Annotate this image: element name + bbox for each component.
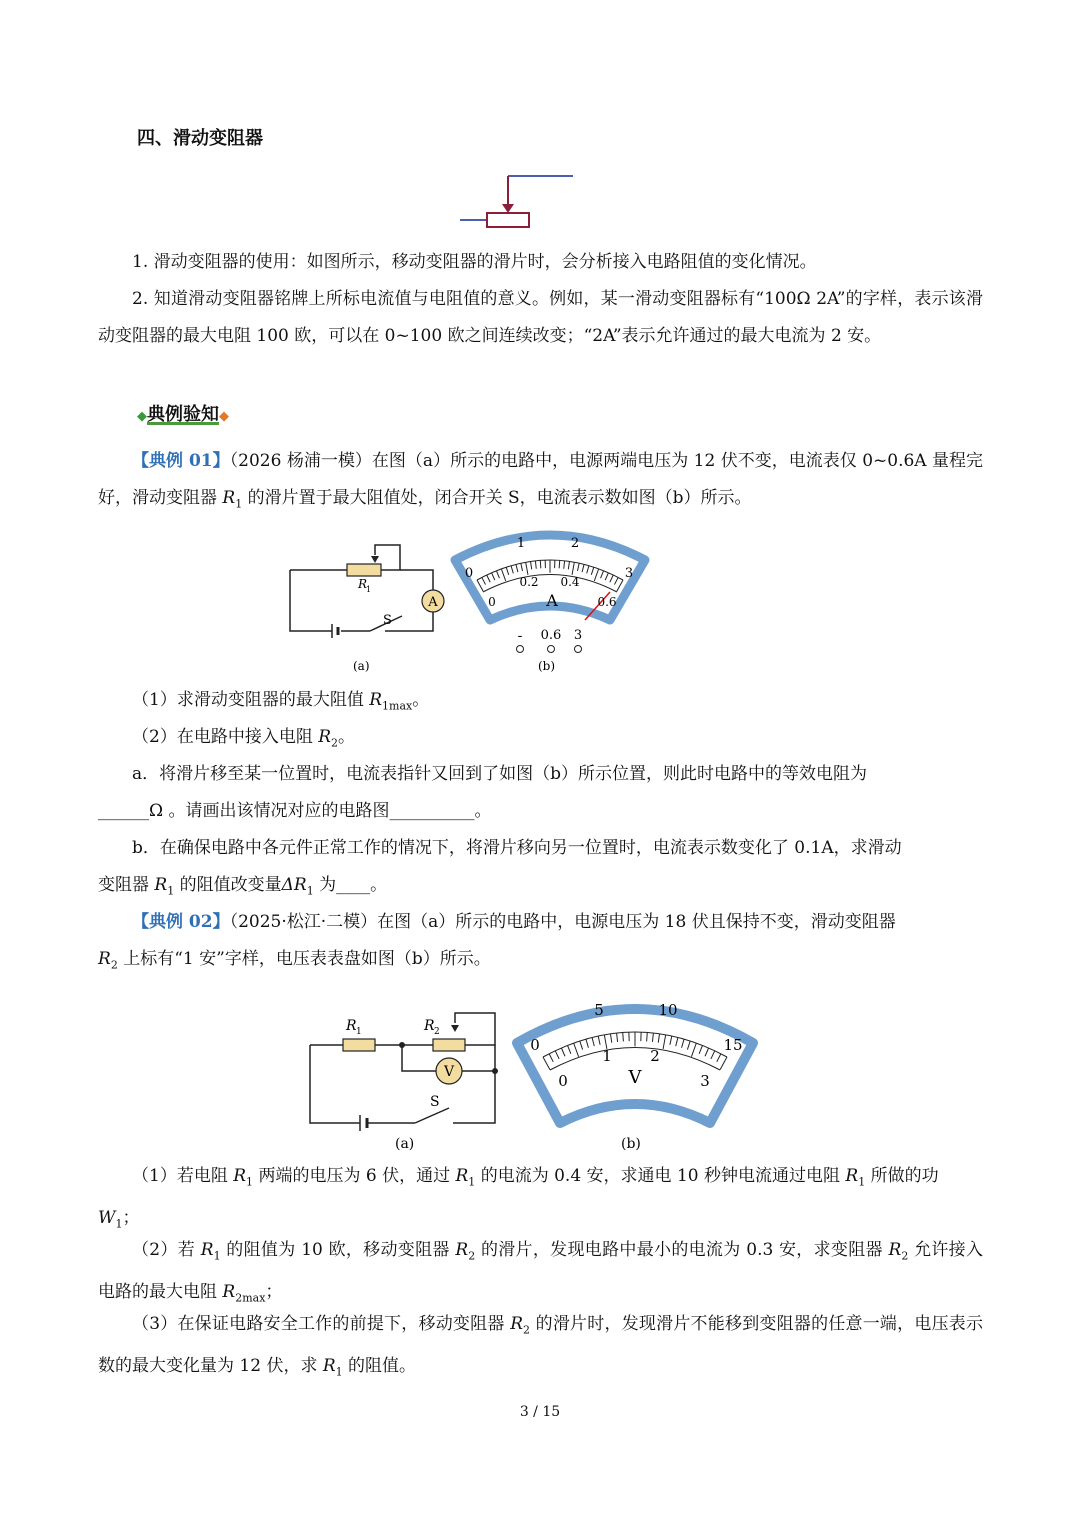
example-02-intro: 【典例 02】（2025·松江·二模）在图（a）所示的电路中，电源电压为 18 伏且保持不变，滑动变阻器 $R_2$ 上标有“1 安”字样，电压表表盘如图（b）所示。: [98, 912, 896, 972]
svg-text:10: 10: [658, 1001, 678, 1019]
dial-tick: [647, 1032, 648, 1041]
dial-tick: [623, 1032, 624, 1041]
svg-text:2: 2: [650, 1047, 660, 1065]
example-01-qa-cont: ______Ω 。请画出该情况对应的电路图__________。: [98, 801, 492, 821]
circuit-b: [310, 1013, 495, 1123]
svg-text:15: 15: [723, 1036, 743, 1054]
example-02-q3: （3）在保证电路安全工作的前提下，移动变阻器 $R_2$ 的滑片时，发现滑片不能移到变阻器的任意一端，电压表示数的最大变化量为 12 伏，求 $R_1$ 的阻值。: [98, 1314, 984, 1379]
example-01-qa: a．将滑片移至某一位置时，电流表指针又回到了如图（b）所示位置，则此时电路中的等效电阻为: [132, 764, 868, 784]
diamond-orange-icon: ◆: [219, 409, 229, 424]
svg-text:5: 5: [594, 1001, 604, 1019]
svg-text:3: 3: [700, 1072, 710, 1090]
svg-text:V: V: [628, 1067, 642, 1088]
svg-text:S: S: [383, 613, 392, 628]
example-01-qb-cont: 变阻器 $R_1$ 的阻值改变量$\Delta R_1$ 为____。: [98, 875, 388, 898]
svg-text:S: S: [430, 1094, 440, 1110]
svg-text:-: -: [517, 628, 523, 644]
example-01-q1: （1）求滑动变阻器的最大阻值 $R_{1max}$。: [132, 690, 430, 713]
svg-text:2: 2: [570, 536, 580, 551]
example-02-figure: [305, 995, 765, 1155]
point-2: 2. 知道滑动变阻器铭牌上所标电流值与电阻值的意义。例如，某一滑动变阻器标有“100Ω 2A”的字样，表示该滑动变阻器的最大电阻 100 欧，可以在 0~100 欧之间连续改变；“2A”表示允许通过的最大电流为 2 安。: [98, 289, 983, 346]
svg-text:R: R: [358, 577, 368, 591]
example-01-tag: 【典例 01】: [132, 451, 230, 471]
point-1: 1. 滑动变阻器的使用：如图所示，移动变阻器的滑片时，会分析接入电路阻值的变化情况。: [132, 252, 817, 272]
svg-text:(b): (b): [538, 659, 556, 673]
section-heading: 四、滑动变阻器: [137, 128, 263, 149]
svg-text:R: R: [346, 1018, 357, 1034]
svg-text:0.6: 0.6: [540, 628, 562, 643]
svg-text:2: 2: [434, 1027, 440, 1037]
dial-tick: [559, 560, 560, 568]
svg-text:0: 0: [558, 1072, 568, 1090]
svg-text:A: A: [428, 595, 438, 610]
example-01-q2: （2）在电路中接入电阻 $R_2$。: [132, 727, 356, 750]
svg-text:V: V: [443, 1064, 455, 1080]
svg-text:1: 1: [356, 1027, 362, 1037]
rheostat-symbol-icon: [455, 170, 580, 232]
svg-text:1: 1: [366, 585, 372, 594]
examples-title: ◆典例验知◆: [137, 404, 229, 425]
svg-text:3: 3: [624, 566, 634, 581]
svg-text:3: 3: [573, 628, 583, 643]
svg-text:A: A: [546, 591, 558, 610]
r1-resistor: [347, 564, 381, 576]
example-02-tag: 【典例 02】: [132, 912, 230, 932]
svg-text:0: 0: [464, 566, 474, 581]
example-01-intro: 【典例 01】（2026 杨浦一模）在图（a）所示的电路中，电源两端电压为 12 伏不变，电流表仅 0~0.6A 量程完好，滑动变阻器 $R_1$ 的滑片置于最大阻值处，闭合开关 S，电流表示数如图（b）所示。: [98, 451, 984, 511]
svg-text:1: 1: [602, 1047, 612, 1065]
svg-text:(a): (a): [395, 1136, 415, 1152]
svg-text:R: R: [424, 1018, 435, 1034]
svg-text:(a): (a): [353, 659, 370, 673]
svg-text:0.4: 0.4: [560, 575, 580, 589]
example-02-q2: （2）若 $R_1$ 的阻值为 10 欧，移动变阻器 $R_2$ 的滑片，发现电路中最小的电流为 0.3 安，求变阻器 $R_2$ 允许接入电路的最大电阻 $R_{2max}$；: [98, 1240, 983, 1305]
example-01-figure: [285, 530, 665, 680]
svg-text:1: 1: [516, 536, 526, 551]
example-02-q1: （1）若电阻 $R_1$ 两端的电压为 6 伏，通过 $R_1$ 的电流为 0.4 安，求通电 10 秒钟电流通过电阻 $R_1$ 所做的功 $W_1$；: [98, 1166, 939, 1231]
svg-text:(b): (b): [621, 1136, 641, 1152]
svg-text:0.2: 0.2: [519, 575, 539, 589]
example-01-qb: b．在确保电路中各元件正常工作的情况下，将滑片移向另一位置时，电流表示数变化了 0.1A，求滑动: [132, 838, 902, 858]
svg-text:0: 0: [530, 1036, 540, 1054]
svg-text:0.6: 0.6: [597, 595, 617, 609]
page-number: 3 / 15: [519, 1404, 561, 1420]
svg-text:0: 0: [488, 595, 496, 609]
diamond-green-icon: ◆: [137, 409, 147, 424]
dial-tick: [540, 560, 541, 568]
